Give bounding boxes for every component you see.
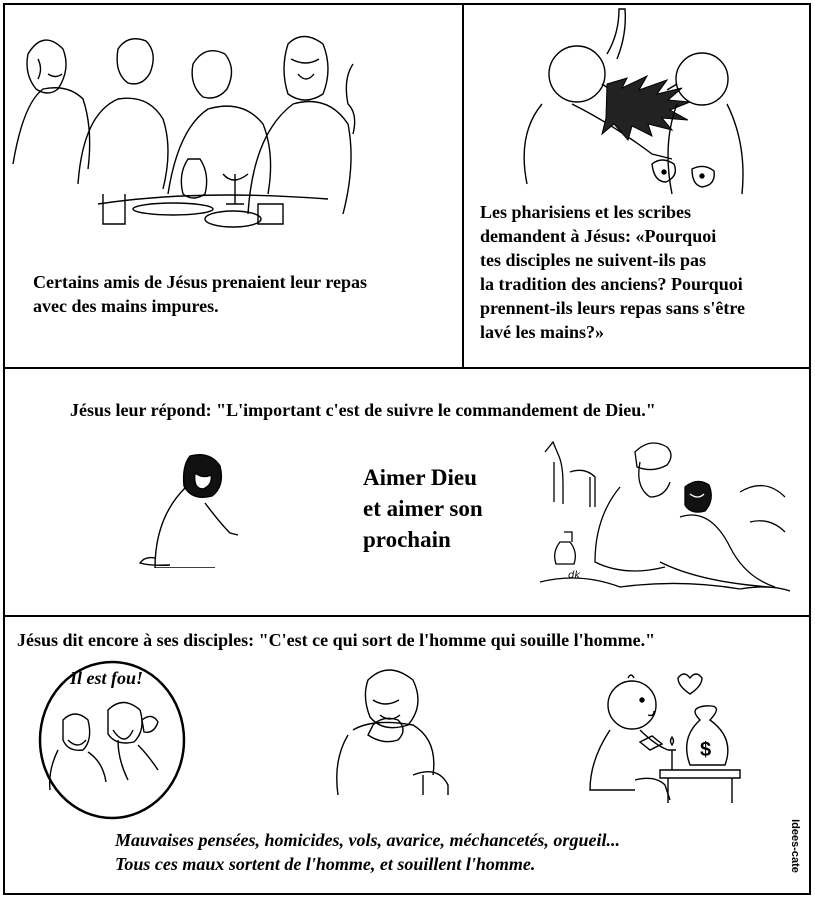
artist-signature: dk: [568, 570, 581, 581]
panel-divider-1: [3, 367, 811, 369]
svg-text:$: $: [700, 739, 712, 761]
watermark-text: Idees-cate: [789, 819, 801, 873]
panel-divider-2: [3, 615, 811, 617]
kneeling-jesus-illustration: [135, 448, 245, 568]
commandment-text: Aimer Dieu et aimer son prochain: [363, 465, 483, 552]
gossip-oval-illustration: [38, 660, 188, 820]
disciples-meal-illustration: [8, 14, 358, 234]
panel3-heading: Jésus leur répond: "L'important c'est de suivre le commandement de Dieu.": [70, 400, 656, 420]
good-samaritan-illustration: [540, 432, 790, 597]
pharisees-illustration: [512, 4, 752, 199]
vices-list: Mauvaises pensées, homicides, vols, avarice, méchancetés, orgueil... Tous ces maux sortent de l'homme, et souillent l'homme.: [115, 830, 620, 874]
panel2-caption: Les pharisiens et les scribes demandent à Jésus: «Pourquoi tes disciples ne suivent-ils pas la tradition des anciens? Pourquoi prennent-ils leurs repas sans s'être lavé les mains?»: [480, 202, 746, 342]
praying-man-illustration: [328, 660, 458, 795]
speech-bubble-text: Il est fou!: [70, 668, 144, 688]
panel-divider-vertical: [462, 3, 464, 368]
panel4-heading: Jésus dit encore à ses disciples: "C'est ce qui sort de l'homme qui souille l'homme.": [17, 630, 656, 650]
watermark: [784, 815, 804, 885]
money-worship-illustration: [560, 660, 750, 805]
panel1-caption: Certains amis de Jésus prenaient leur repas avec des mains impures.: [33, 272, 368, 316]
